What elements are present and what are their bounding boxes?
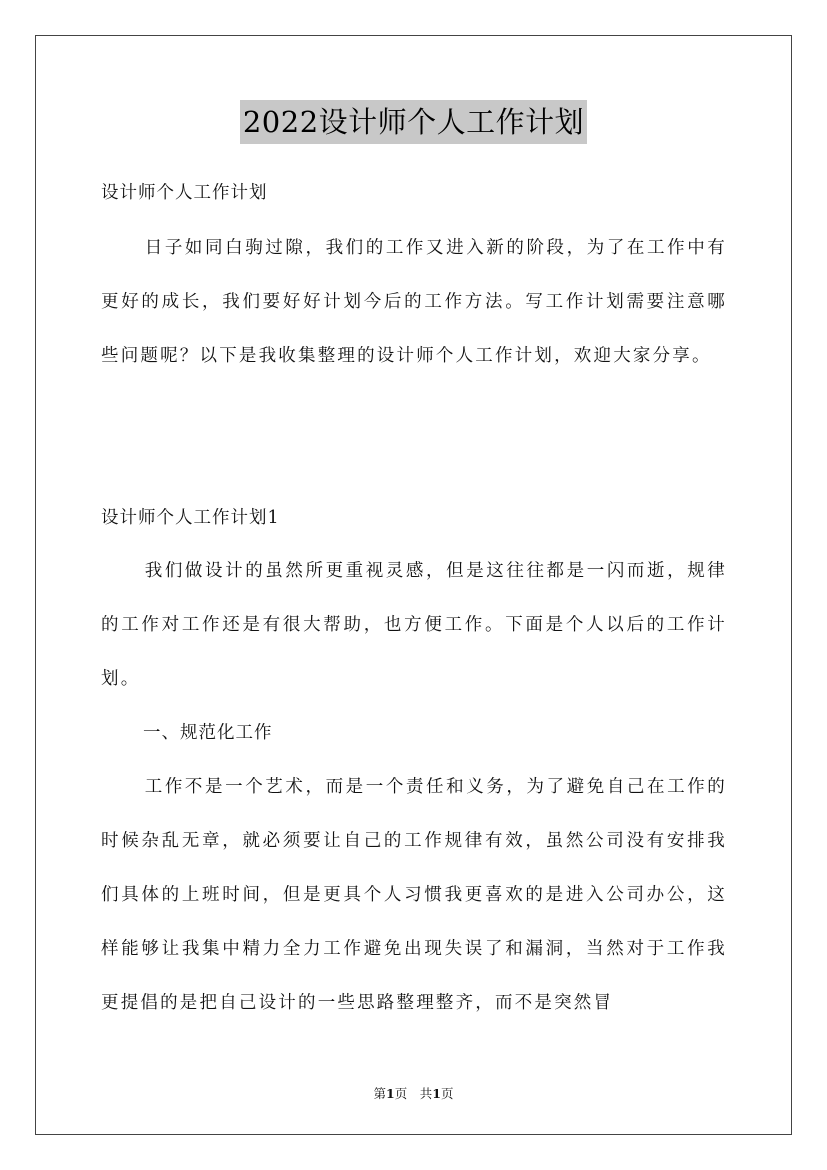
section-heading: 设计师个人工作计划1 (101, 508, 280, 528)
footer-page-current: 1 (386, 1086, 395, 1101)
document-subtitle: 设计师个人工作计划 (101, 183, 268, 203)
footer-suffix: 页 (440, 1086, 454, 1101)
page-footer (0, 1084, 827, 1102)
title-container (0, 100, 827, 144)
footer-prefix: 第 (373, 1086, 387, 1101)
intro-paragraph: 日子如同白驹过隙，我们的工作又进入新的阶段，为了在工作中有更好的成长，我们要好好计划今后的工作方法。写工作计划需要注意哪些问题呢？以下是我收集整理的设计师个人工作计划，欢迎大家分享。 (101, 238, 727, 366)
item-paragraph: 工作不是一个艺术，而是一个责任和义务，为了避免自己在工作的时候杂乱无章，就必须要让自己的工作规律有效，虽然公司没有安排我们具体的上班时间，但是更具个人习惯我更喜欢的是进入公司办公，这样能够让我集中精力全力工作避免出现失误了和漏洞，当然对于工作我更提倡的是把自己设计的一些思路整理整齐，而不是突然冒 (101, 777, 727, 1013)
document-title: 2022设计师个人工作计划 (240, 100, 587, 144)
section-paragraph: 我们做设计的虽然所更重视灵感，但是这往往都是一闪而逝，规律的工作对工作还是有很大帮助，也方便工作。下面是个人以后的工作计划。 (101, 561, 727, 689)
footer-mid: 页 共 (394, 1086, 433, 1101)
item-heading: 一、规范化工作 (143, 723, 273, 743)
footer-page-total: 1 (432, 1086, 441, 1101)
